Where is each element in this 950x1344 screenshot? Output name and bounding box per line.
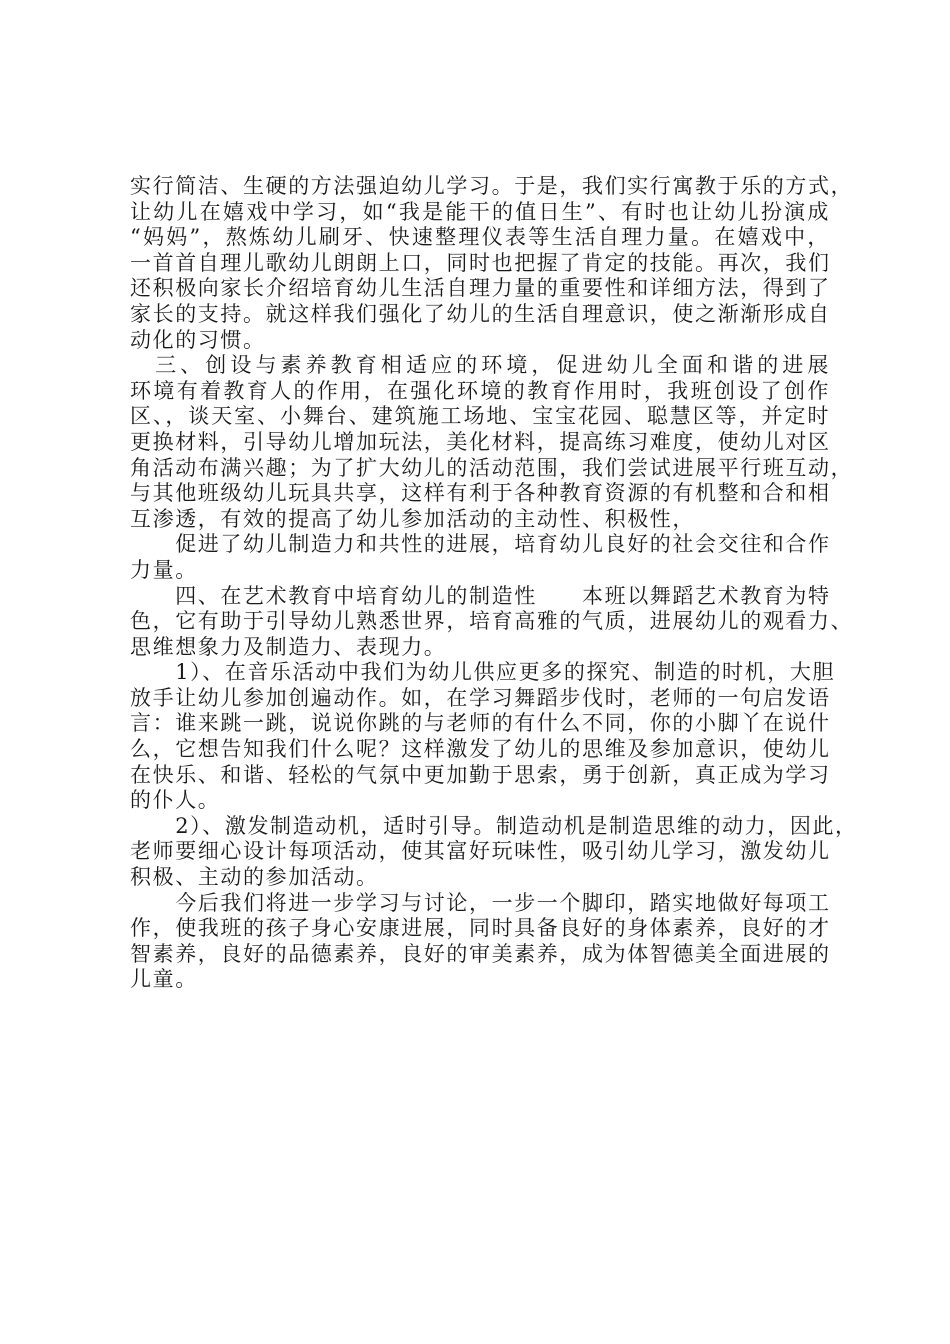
text-line: 让幼儿在嬉戏中学习，如“我是能干的值日生”、有时也让幼儿扮演成 (130, 199, 830, 224)
text-line: 老师要细心设计每项活动，使其富好玩味性，吸引幼儿学习，激发幼儿 (130, 839, 831, 864)
text-line: 促进了幼儿制造力和共性的进展，培育幼儿良好的社会交往和合作 (130, 532, 831, 557)
text-line: 今后我们将进一步学习与讨论，一步一个脚印，踏实地做好每项工 (130, 890, 831, 915)
text-line: “妈妈”，熬炼幼儿刷牙、快速整理仪表等生活自理力量。在嬉戏中， (130, 225, 830, 250)
text-line: 力量。 (130, 557, 198, 582)
text-line: 一首首自理儿歌幼儿朗朗上口，同时也把握了肯定的技能。再次，我们 (130, 250, 831, 275)
text-line: 儿童。 (130, 967, 198, 992)
text-line: 家长的支持。就这样我们强化了幼儿的生活自理意识，使之渐渐形成自 (130, 301, 831, 326)
text-line: 角活动布满兴趣；为了扩大幼儿的活动范围，我们尝试进展平行班互动， (130, 455, 854, 480)
text-line: 么，它想告知我们什么呢？这样激发了幼儿的思维及参加意识，使幼儿 (130, 737, 831, 762)
section-heading-3: 三、创设与素养教育相适应的环境，促进幼儿全面和谐的进展 (130, 353, 830, 378)
text-line: 与其他班级幼儿玩具共享，这样有利于各种教育资源的有机整和合和相 (130, 481, 831, 506)
text-line: 还积极向家长介绍培育幼儿生活自理力量的重要性和详细方法，得到了 (130, 276, 831, 301)
text-line: 智素养，良好的品德素养，良好的审美素养，成为体智德美全面进展的 (130, 941, 831, 966)
text-line: 色，它有助于引导幼儿熟悉世界，培育高雅的气质，进展幼儿的观看力、 (130, 609, 854, 634)
section-heading-4: 四、在艺术教育中培育幼儿的制造性 本班以舞蹈艺术教育为特 (130, 583, 831, 608)
text-line: 的仆人。 (130, 788, 221, 813)
text-line: 环境有着教育人的作用，在强化环境的教育作用时，我班创设了创作 (130, 378, 830, 403)
text-line: 言：谁来跳一跳，说说你跳的与老师的有什么不同，你的小脚丫在说什 (130, 711, 831, 736)
text-line: 2）、激发制造动机，适时引导。制造动机是制造思维的动力，因此， (130, 813, 858, 838)
text-line: 作，使我班的孩子身心安康进展，同时具备良好的身体素养，良好的才 (130, 916, 831, 941)
text-line: 放手让幼儿参加创遍动作。如，在学习舞蹈步伐时，老师的一句启发语 (130, 685, 831, 710)
text-line: 思维想象力及制造力、表现力。 (130, 634, 447, 659)
text-line: 更换材料，引导幼儿增加玩法，美化材料，提高练习难度，使幼儿对区 (130, 429, 831, 454)
body-text (130, 174, 858, 993)
text-line: 积极、主动的参加活动。 (130, 865, 379, 890)
text-line: 互渗透，有效的提高了幼儿参加活动的主动性、积极性， (130, 506, 695, 531)
text-line: 1）、在音乐活动中我们为幼儿供应更多的探究、制造的时机，大胆 (130, 660, 836, 685)
text-line: 区、，谈天室、小舞台、建筑施工场地、宝宝花园、聪慧区等，并定时 (130, 404, 830, 429)
text-line: 动化的习惯。 (130, 327, 266, 352)
text-line: 实行简洁、生硬的方法强迫幼儿学习。于是，我们实行寓教于乐的方式， (130, 174, 854, 198)
text-line: 在快乐、和谐、轻松的气氛中更加勤于思索，勇于创新，真正成为学习 (130, 762, 831, 787)
